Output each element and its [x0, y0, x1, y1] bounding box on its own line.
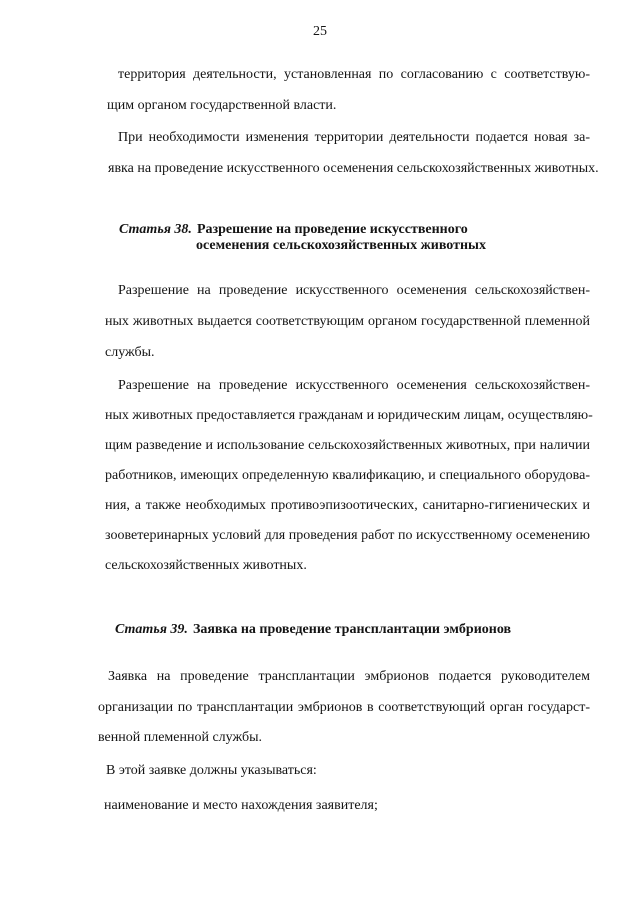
paragraph-line: ных животных выдается соответствующим органом государственной племенной — [105, 314, 590, 329]
article-39-heading — [115, 621, 511, 639]
paragraph-line: наименование и место нахождения заявителя; — [104, 798, 378, 813]
article-39-title-line: Заявка на проведение трансплантации эмбрионов — [192, 622, 512, 637]
paragraph-line: ния, а также необходимых противоэпизоотических, санитарно-гигиенических и — [105, 498, 590, 513]
article-38-title-line: осеменения сельскохозяйственных животных — [196, 238, 486, 253]
paragraph-line: Разрешение на проведение искусственного осеменения сельскохозяйствен- — [118, 283, 590, 298]
paragraph-line: щим разведение и использование сельскохозяйственных животных, при наличии — [105, 438, 590, 453]
paragraph-line: Разрешение на проведение искусственного осеменения сельскохозяйствен- — [118, 378, 590, 393]
paragraph-line: сельскохозяйственных животных. — [105, 558, 307, 573]
paragraph-line: ных животных предоставляется гражданам и юридическим лицам, осуществляю- — [105, 408, 593, 423]
paragraph-line: территория деятельности, установленная по согласованию с соответствую- — [118, 67, 590, 82]
paragraph-line: венной племенной службы. — [98, 730, 262, 745]
paragraph-line: явка на проведение искусственного осеменения сельскохозяйственных животных. — [108, 161, 599, 176]
article-39-label: Статья 39. — [115, 622, 188, 637]
paragraph-line: службы. — [105, 345, 155, 360]
article-38-label: Статья 38. — [119, 222, 192, 237]
paragraph-line: В этой заявке должны указываться: — [106, 763, 317, 778]
paragraph-line: Заявка на проведение трансплантации эмбрионов подается руководителем — [108, 669, 590, 684]
paragraph-line: щим органом государственной власти. — [107, 98, 337, 113]
article-38-title-line: Разрешение на проведение искусственного — [196, 222, 468, 237]
paragraph-line: зооветеринарных условий для проведения работ по искусственному осеменению — [105, 528, 590, 543]
page-number: 25 — [313, 24, 327, 39]
paragraph-line: организации по трансплантации эмбрионов в соответствующий орган государст- — [98, 700, 590, 715]
paragraph-line: работников, имеющих определенную квалификацию, и специального оборудова- — [105, 468, 590, 483]
paragraph-line: При необходимости изменения территории деятельности подается новая за- — [118, 130, 590, 145]
